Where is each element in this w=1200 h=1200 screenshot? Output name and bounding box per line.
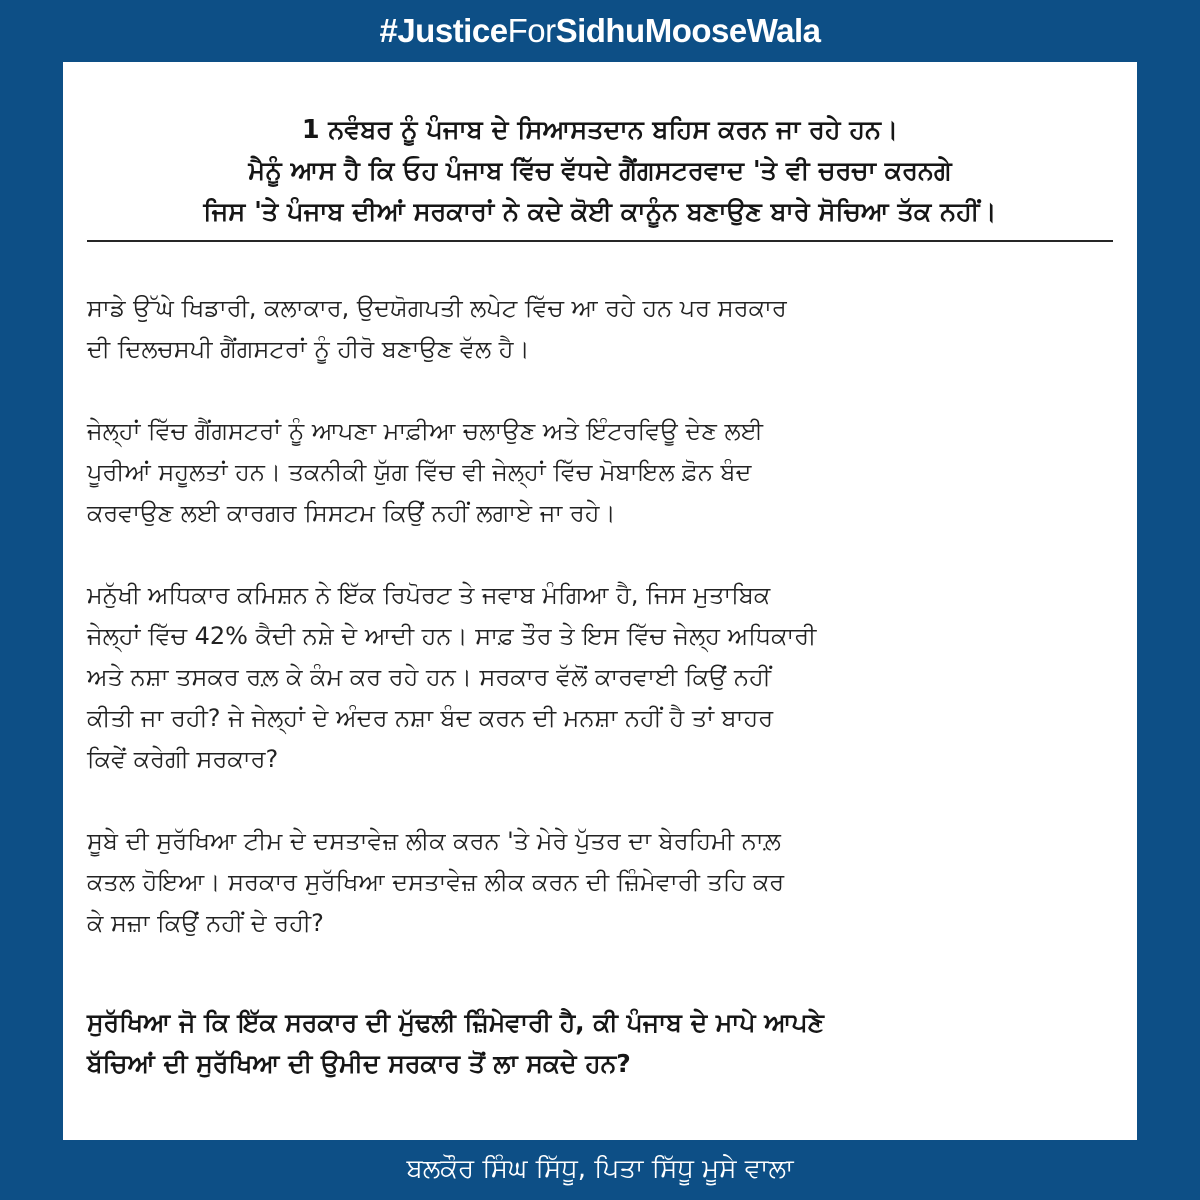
paragraph-line: ਜੇਲ੍ਹਾਂ ਵਿੱਚ ਗੈਂਗਸਟਰਾਂ ਨੂੰ ਆਪਣਾ ਮਾਫ਼ੀਆ ਚਲਾਉਣ ਅਤੇ ਇੰਟਰਵਿਊ ਦੇਣ ਲਈ (87, 417, 763, 445)
paragraph-line: ਕੇ ਸਜ਼ਾ ਕਿਉਂ ਨਹੀਂ ਦੇ ਰਹੀ? (87, 909, 324, 937)
paragraph-line: ਜੇਲ੍ਹਾਂ ਵਿੱਚ 42% ਕੈਦੀ ਨਸ਼ੇ ਦੇ ਆਦੀ ਹਨ। ਸਾਫ਼ ਤੌਰ ਤੇ ਇਸ ਵਿੱਚ ਜੇਲ੍ਹ ਅਧਿਕਾਰੀ (87, 622, 817, 650)
hashtag-title (0, 6, 1200, 56)
closing-line: ਬੱਚਿਆਂ ਦੀ ਸੁਰੱਖਿਆ ਦੀ ਉਮੀਦ ਸਰਕਾਰ ਤੋਂ ਲਾ ਸਕਦੇ ਹਨ? (87, 1049, 631, 1078)
paragraph-line: ਸਾਡੇ ਉੱਘੇ ਖਿਡਾਰੀ, ਕਲਾਕਾਰ, ਉਦਯੋਗਪਤੀ ਲਪੇਟ ਵਿੱਚ ਆ ਰਹੇ ਹਨ ਪਰ ਸਰਕਾਰ (87, 294, 787, 322)
closing-question (87, 1002, 1113, 1084)
hashtag-part-justice: Justice (397, 12, 508, 49)
paragraph-line: ਕਤਲ ਹੋਇਆ। ਸਰਕਾਰ ਸੁਰੱਖਿਆ ਦਸਤਾਵੇਜ਼ ਲੀਕ ਕਰਨ ਦੀ ਜ਼ਿੰਮੇਵਾਰੀ ਤਹਿ ਕਰ (87, 868, 785, 896)
paragraph-line: ਅਤੇ ਨਸ਼ਾ ਤਸਕਰ ਰਲ਼ ਕੇ ਕੰਮ ਕਰ ਰਹੇ ਹਨ। ਸਰਕਾਰ ਵੱਲੋਂ ਕਾਰਵਾਈ ਕਿਉਂ ਨਹੀਂ (87, 663, 771, 691)
heading-line-1: 1 ਨਵੰਬਰ ਨੂੰ ਪੰਜਾਬ ਦੇ ਸਿਆਸਤਦਾਨ ਬਹਿਸ ਕਰਨ ਜਾ ਰਹੇ ਹਨ। (301, 115, 899, 145)
heading-line-2: ਮੈਨੂੰ ਆਸ ਹੈ ਕਿ ਓਹ ਪੰਜਾਬ ਵਿੱਚ ਵੱਧਦੇ ਗੈਂਗਸਟਰਵਾਦ 'ਤੇ ਵੀ ਚਰਚਾ ਕਰਨਗੇ (248, 156, 952, 186)
paragraph-line: ਮਨੁੱਖੀ ਅਧਿਕਾਰ ਕਮਿਸ਼ਨ ਨੇ ਇੱਕ ਰਿਪੋਰਟ ਤੇ ਜਵਾਬ ਮੰਗਿਆ ਹੈ, ਜਿਸ ਮੁਤਾਬਿਕ (87, 581, 771, 609)
paragraph-2 (87, 411, 1113, 534)
paragraph-line: ਕਿਵੇਂ ਕਰੇਗੀ ਸਰਕਾਰ? (87, 745, 279, 773)
hashtag-part-for: For (507, 12, 556, 49)
statement-heading (87, 110, 1113, 233)
closing-line: ਸੁਰੱਖਿਆ ਜੋ ਕਿ ਇੱਕ ਸਰਕਾਰ ਦੀ ਮੁੱਢਲੀ ਜ਼ਿੰਮੇਵਾਰੀ ਹੈ, ਕੀ ਪੰਜਾਬ ਦੇ ਮਾਪੇ ਆਪਣੇ (87, 1008, 824, 1037)
paragraph-1 (87, 288, 1113, 370)
paragraph-line: ਕਰਵਾਉਣ ਲਈ ਕਾਰਗਰ ਸਿਸਟਮ ਕਿਉਂ ਨਹੀਂ ਲਗਾਏ ਜਾ ਰਹੇ। (87, 499, 616, 527)
paragraph-line: ਪੂਰੀਆਂ ਸਹੂਲਤਾਂ ਹਨ। ਤਕਨੀਕੀ ਯੁੱਗ ਵਿੱਚ ਵੀ ਜੇਲ੍ਹਾਂ ਵਿੱਚ ਮੋਬਾਇਲ ਫ਼ੋਨ ਬੰਦ (87, 458, 752, 486)
signature-footer: ਬਲਕੌਰ ਸਿੰਘ ਸਿੱਧੂ, ਪਿਤਾ ਸਿੱਧੂ ਮੂਸੇ ਵਾਲਾ (406, 1154, 794, 1184)
statement-card (63, 62, 1137, 1140)
heading-divider (87, 240, 1113, 242)
hashtag-symbol: # (379, 12, 398, 49)
paragraph-3 (87, 575, 1113, 780)
paragraph-4 (87, 821, 1113, 944)
paragraph-line: ਦੀ ਦਿਲਚਸਪੀ ਗੈਂਗਸਟਰਾਂ ਨੂੰ ਹੀਰੋ ਬਣਾਉਣ ਵੱਲ ਹੈ। (87, 335, 530, 363)
paragraph-line: ਕੀਤੀ ਜਾ ਰਹੀ? ਜੇ ਜੇਲ੍ਹਾਂ ਦੇ ਅੰਦਰ ਨਸ਼ਾ ਬੰਦ ਕਰਨ ਦੀ ਮਨਸ਼ਾ ਨਹੀਂ ਹੈ ਤਾਂ ਬਾਹਰ (87, 704, 774, 732)
hashtag-part-name: SidhuMooseWala (555, 12, 821, 49)
paragraph-line: ਸੂਬੇ ਦੀ ਸੁਰੱਖਿਆ ਟੀਮ ਦੇ ਦਸਤਾਵੇਜ਼ ਲੀਕ ਕਰਨ 'ਤੇ ਮੇਰੇ ਪੁੱਤਰ ਦਾ ਬੇਰਹਿਮੀ ਨਾਲ਼ (87, 827, 781, 855)
heading-line-3: ਜਿਸ 'ਤੇ ਪੰਜਾਬ ਦੀਆਂ ਸਰਕਾਰਾਂ ਨੇ ਕਦੇ ਕੋਈ ਕਾਨੂੰਨ ਬਣਾਉਣ ਬਾਰੇ ਸੋਚਿਆ ਤੱਕ ਨਹੀਂ। (203, 197, 997, 227)
